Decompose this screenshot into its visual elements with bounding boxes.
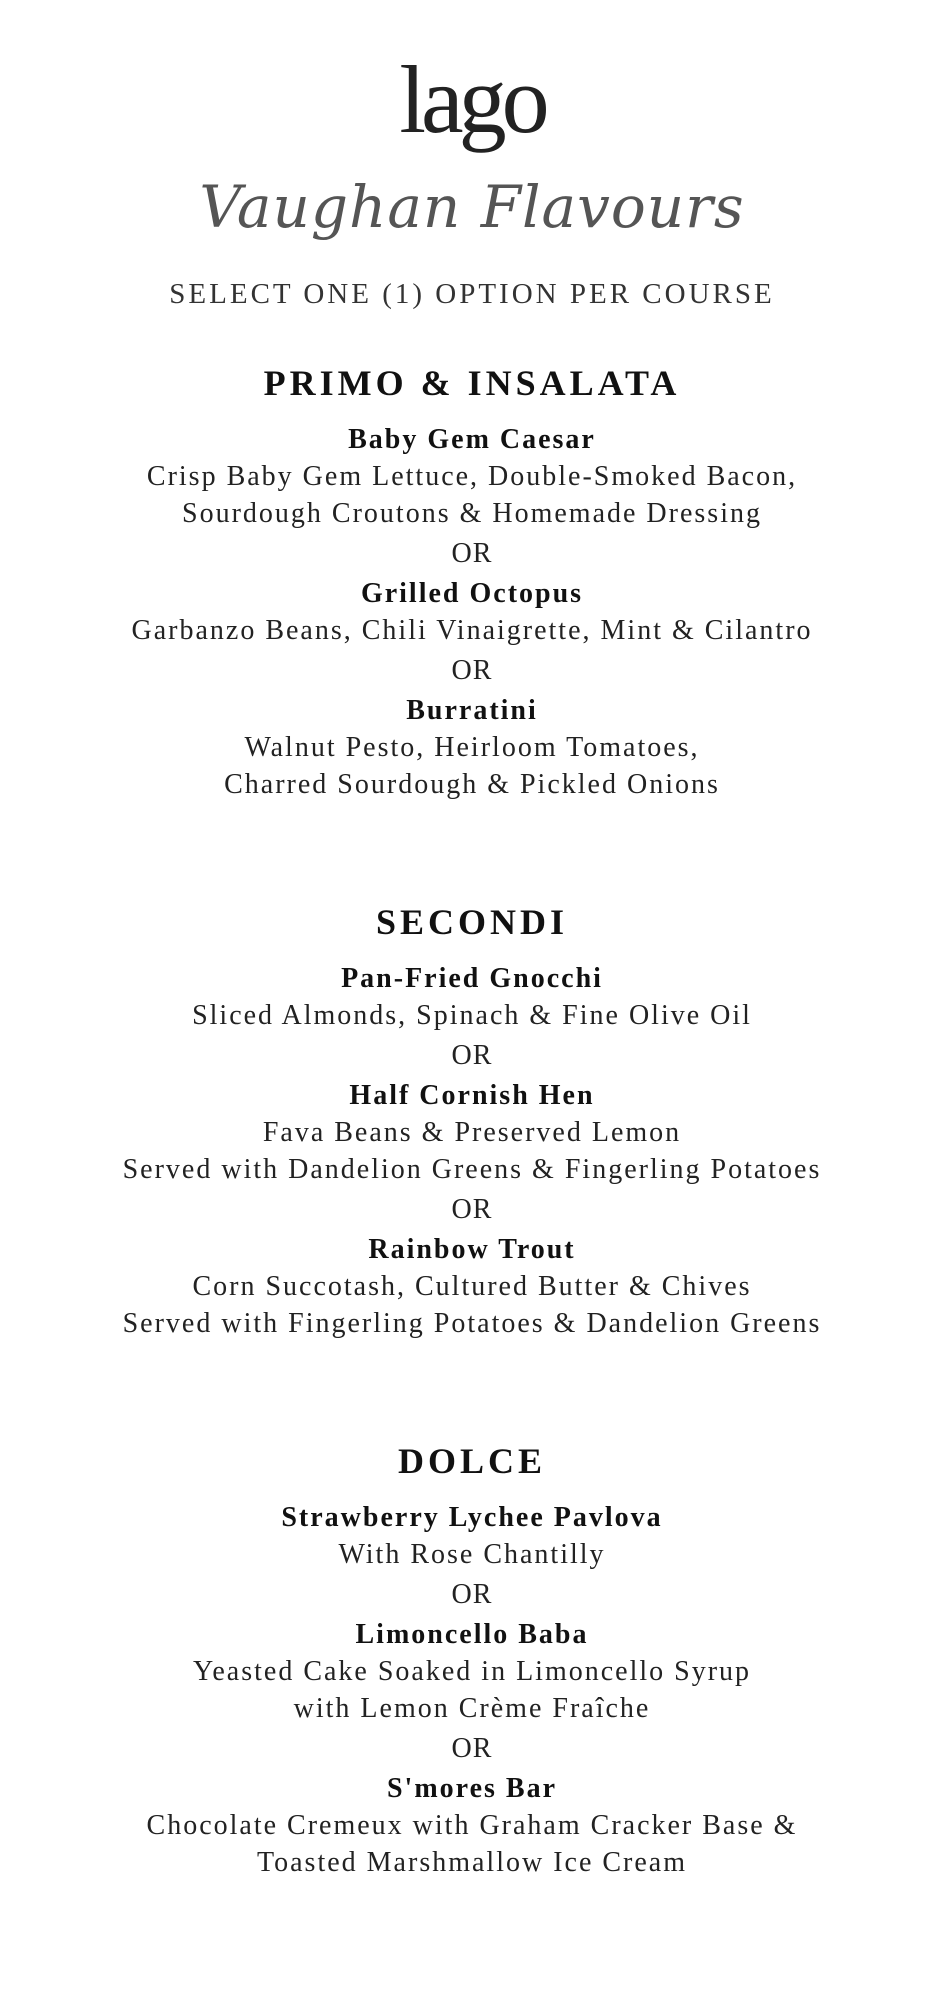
item-description: Yeasted Cake Soaked in Limoncello Syrup — [192, 1656, 752, 1687]
item-name: Burratini — [406, 695, 538, 726]
section-title: DOLCE — [397, 1441, 547, 1481]
item-description: Sliced Almonds, Spinach & Fine Olive Oil — [192, 1000, 752, 1031]
or-divider: OR — [451, 1040, 493, 1071]
menu-item — [0, 575, 944, 649]
menu-item — [0, 1231, 944, 1342]
or-divider: OR — [451, 1194, 493, 1225]
item-description: Toasted Marshmallow Ice Cream — [256, 1847, 688, 1878]
menu-item — [0, 692, 944, 803]
item-description: Sourdough Croutons & Homemade Dressing — [182, 498, 762, 529]
item-description: with Lemon Crème Fraîche — [293, 1693, 651, 1724]
menu-item — [0, 960, 944, 1034]
logo: lago — [399, 46, 545, 153]
item-name: Limoncello Baba — [355, 1619, 589, 1650]
or-divider: OR — [451, 1579, 493, 1610]
or-divider: OR — [451, 655, 493, 686]
item-name: S'mores Bar — [386, 1773, 558, 1804]
section-title: SECONDI — [375, 902, 569, 942]
section-secondi — [0, 904, 944, 1342]
menu-item — [0, 1077, 944, 1188]
item-description: Chocolate Cremeux with Graham Cracker Base & — [146, 1810, 798, 1841]
item-description: Served with Dandelion Greens & Fingerling Potatoes — [122, 1154, 822, 1185]
item-name: Rainbow Trout — [368, 1234, 576, 1265]
section-title: PRIMO & INSALATA — [263, 363, 681, 403]
item-description: Served with Fingerling Potatoes & Dandelion Greens — [122, 1308, 822, 1339]
menu-title: Vaughan Flavours — [199, 173, 745, 241]
menu-item — [0, 1499, 944, 1573]
course-instruction: SELECT ONE (1) OPTION PER COURSE — [169, 278, 775, 310]
menu-item — [0, 1616, 944, 1727]
section-dolce — [0, 1443, 944, 1881]
item-description: Fava Beans & Preserved Lemon — [262, 1117, 682, 1148]
item-name: Baby Gem Caesar — [348, 424, 596, 455]
section-primo-insalata — [0, 365, 944, 803]
or-divider: OR — [451, 538, 493, 569]
item-description: Charred Sourdough & Pickled Onions — [224, 769, 720, 800]
item-description: Walnut Pesto, Heirloom Tomatoes, — [244, 732, 700, 763]
item-name: Grilled Octopus — [360, 578, 584, 609]
menu-item — [0, 421, 944, 532]
or-divider: OR — [451, 1733, 493, 1764]
menu-item — [0, 1770, 944, 1881]
item-name: Pan-Fried Gnocchi — [341, 963, 603, 994]
item-description: Crisp Baby Gem Lettuce, Double-Smoked Bacon, — [146, 461, 798, 492]
item-description: Garbanzo Beans, Chili Vinaigrette, Mint & Cilantro — [131, 615, 813, 646]
item-description: With Rose Chantilly — [338, 1539, 606, 1570]
item-description: Corn Succotash, Cultured Butter & Chives — [192, 1271, 752, 1302]
item-name: Strawberry Lychee Pavlova — [281, 1502, 663, 1533]
item-name: Half Cornish Hen — [349, 1080, 595, 1111]
